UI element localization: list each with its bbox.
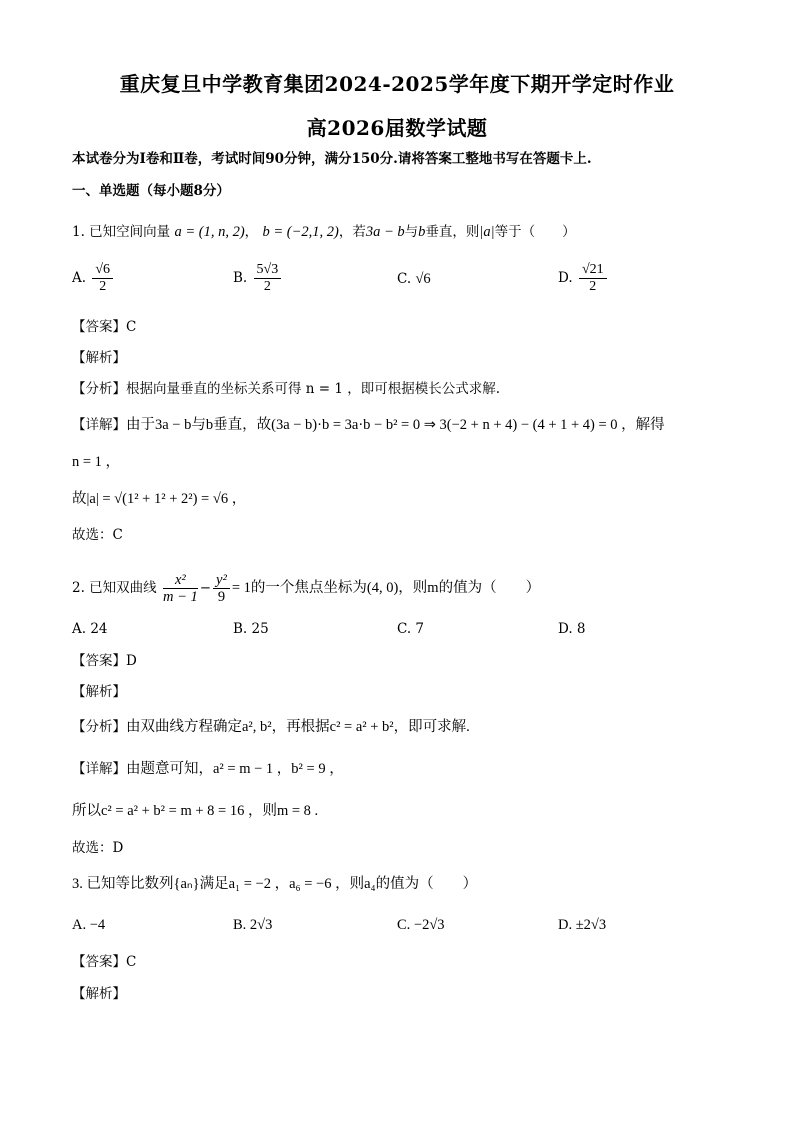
q1-option-d: D. $\frac{√21}{2}$	[558, 262, 609, 295]
q1-stem: 1. 已知空间向量 a = (1, n, 2)， b = (−2,1, 2)，若3a − b与b垂直，则|a|等于（ ）	[72, 224, 576, 240]
q2-stem: 2. 已知双曲线 $\frac{\text{x²}}{m - 1}$ − $\frac{\text{y²}}{9}$ = 1的一个焦点坐标为(4, 0)，则m的值为（ ）	[72, 572, 541, 605]
q1-n-value: n = 1 ，	[72, 454, 121, 470]
q1-analysis-label: 【解析】	[72, 350, 126, 366]
q3-option-d: D. ±2√3	[558, 917, 607, 933]
q1-vector-a: a = (1, n, 2)	[174, 224, 245, 240]
q2-option-b: B. 25	[233, 621, 269, 637]
q1-choice: 故选：C	[72, 527, 123, 543]
q3-answer: 【答案】C	[72, 954, 137, 970]
q2-answer: 【答案】D	[72, 653, 137, 669]
q1-fenxi: 【分析】根据向量垂直的坐标关系可得 n = 1 ，即可根据模长公式求解.	[72, 381, 501, 397]
q3-option-c: C. −2√3	[397, 917, 445, 933]
q2-xiangjie: 【详解】由题意可知，a² = m − 1 ，b² = 9 ，	[72, 761, 344, 777]
exam-intro: 本试卷分为Ⅰ卷和Ⅱ卷，考试时间90分钟，满分150分.请将答案工整地书写在答题卡上.	[72, 151, 592, 167]
q2-option-d: D. 8	[558, 621, 586, 637]
q1-xiangjie: 【详解】由于3a − b与b垂直，故(3a − b)·b = 3a·b − b² = 0 ⇒ 3(−2 + n + 4) − (4 + 1 + 4) = 0 ，解得	[72, 417, 665, 433]
page-title: 重庆复旦中学教育集团2024-2025学年度下期开学定时作业	[119, 72, 675, 96]
q1-answer: 【答案】C	[72, 319, 137, 335]
page-subtitle: 高2026届数学试题	[306, 116, 488, 140]
q1-vector-b: b = (−2,1, 2)	[262, 224, 339, 240]
q1-option-b: B. $\frac{5√3}{2}$	[233, 262, 283, 295]
q3-option-b: B. 2√3	[233, 917, 273, 933]
q2-option-c: C. 7	[397, 621, 425, 637]
q2-fenxi: 【分析】由双曲线方程确定a², b²，再根据c² = a² + b²，即可求解.	[72, 719, 470, 735]
q3-option-a: A. −4	[72, 917, 106, 933]
q3-stem: 3. 已知等比数列{aₙ}满足a₁ = −2 ，a₆ = −6 ，则a₄的值为（ ）	[72, 876, 478, 892]
q1-option-a: A. $\frac{√6}{2}$	[72, 262, 115, 295]
section-heading: 一、单选题（每小题8分）	[72, 183, 230, 199]
q1-option-c: C. √6	[397, 271, 431, 287]
q3-analysis-label: 【解析】	[72, 986, 126, 1002]
q2-option-a: A. 24	[72, 621, 108, 637]
q2-analysis-label: 【解析】	[72, 684, 126, 700]
q2-choice: 故选：D	[72, 840, 124, 856]
q1-magnitude: 故|a| = √(1² + 1² + 2²) = √6 ，	[72, 491, 247, 507]
q2-therefore: 所以c² = a² + b² = m + 8 = 16 ，则m = 8 .	[72, 803, 319, 819]
